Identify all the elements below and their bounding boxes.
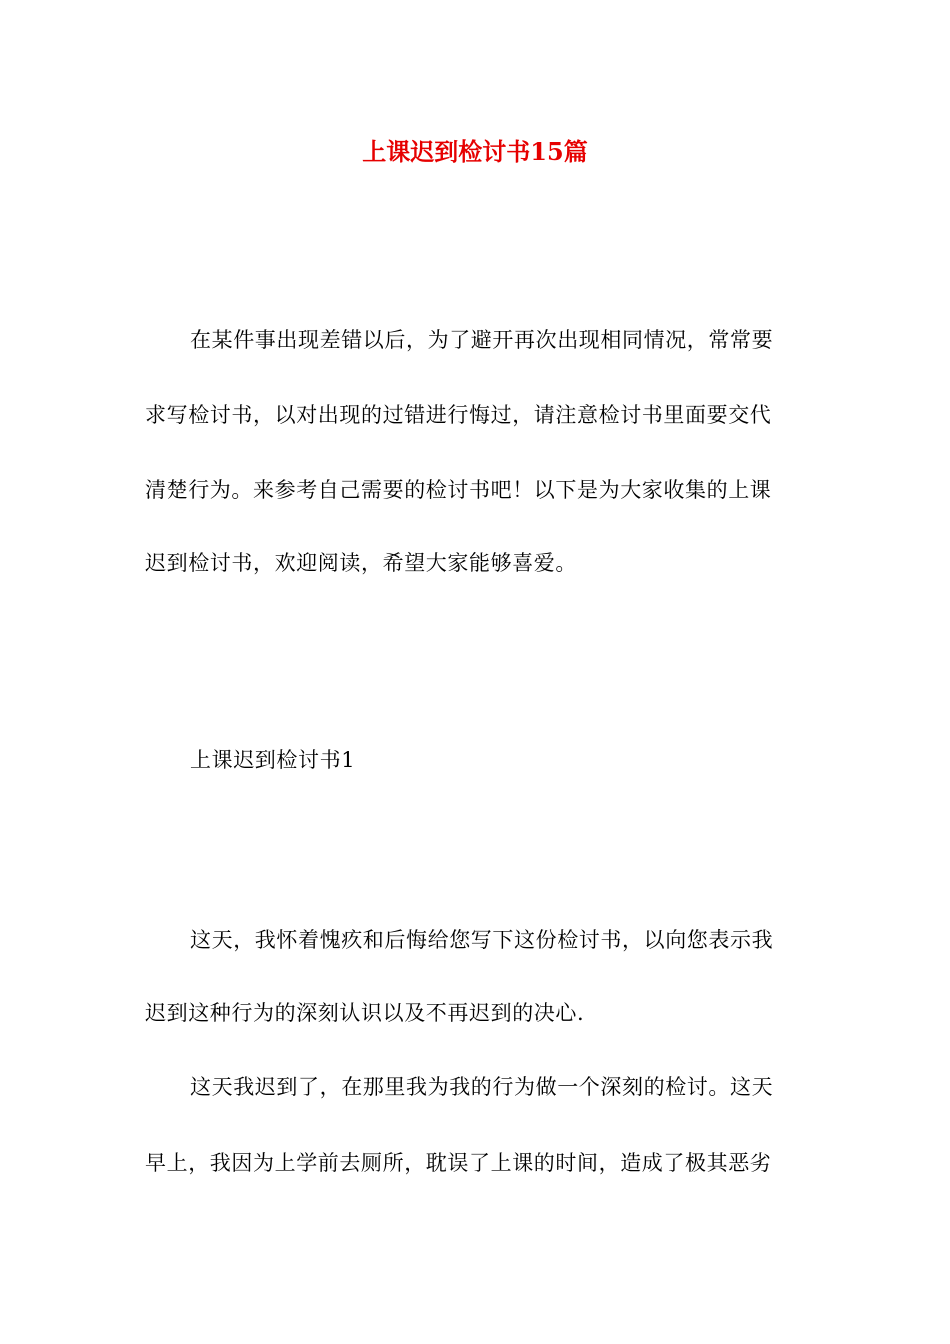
para2-line-2: 早上，我因为上学前去厕所，耽误了上课的时间，造成了极其恶劣 xyxy=(145,1151,772,1175)
document-title: 上课迟到检讨书15篇 xyxy=(362,137,588,166)
intro-line-4: 迟到检讨书，欢迎阅读，希望大家能够喜爱。 xyxy=(145,551,577,575)
para2-line-1: 这天我迟到了，在那里我为我的行为做一个深刻的检讨。这天 xyxy=(190,1075,774,1099)
intro-line-1: 在某件事出现差错以后，为了避开再次出现相同情况，常常要 xyxy=(190,328,774,352)
section-heading: 上课迟到检讨书1 xyxy=(190,748,356,772)
para1-line-1: 这天，我怀着愧疚和后悔给您写下这份检讨书，以向您表示我 xyxy=(190,928,774,952)
intro-line-3: 清楚行为。来参考自己需要的检讨书吧！以下是为大家收集的上课 xyxy=(145,478,772,502)
para1-line-2: 迟到这种行为的深刻认识以及不再迟到的决心. xyxy=(145,1001,585,1025)
intro-line-2: 求写检讨书，以对出现的过错进行悔过，请注意检讨书里面要交代 xyxy=(145,403,772,427)
